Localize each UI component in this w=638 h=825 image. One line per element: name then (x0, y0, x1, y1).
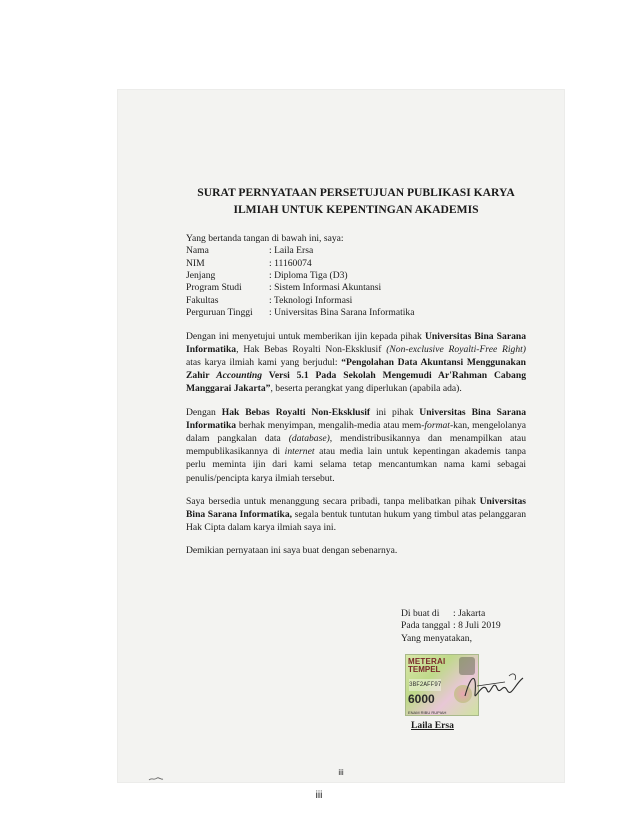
place-row (401, 608, 541, 620)
scan-page-number: iii (338, 768, 344, 777)
identity-value: : 11160074 (269, 257, 312, 269)
identity-row (186, 282, 414, 294)
text-run: berhak menyimpan, mengalih-media atau mem- (236, 419, 425, 431)
identity-row (186, 245, 414, 257)
declarant-label: Yang menyatakan, (401, 632, 472, 644)
identity-label: NIM (186, 257, 205, 269)
identity-label: Jenjang (186, 270, 216, 282)
identity-row (186, 258, 414, 270)
intro-text: Yang bertanda tangan di bawah ini, saya: (186, 233, 344, 244)
identity-row (186, 295, 414, 307)
identity-label: Nama (186, 245, 209, 257)
paragraph-permission (186, 330, 526, 396)
document-title (186, 184, 526, 218)
statement-document (186, 184, 527, 731)
identity-label: Fakultas (186, 294, 219, 306)
signer-name: Laila Ersa (411, 720, 454, 731)
text-run: Saya bersedia untuk menanggung secara pribadi, tanpa melibatkan pihak (186, 495, 480, 507)
title-line-2: ILMIAH UNTUK KEPENTINGAN AKADEMIS (233, 203, 479, 216)
place-label: Di buat di (401, 608, 440, 619)
signature-block (401, 608, 541, 731)
text-run-italic: (Non-exclusive Royalti-Free Right) (386, 343, 526, 355)
handwritten-signature (457, 668, 527, 708)
text-run: atau media lain untuk kepentingan akademis tanpa perlu meminta ijin dari kami selama tetap mencantumkan nama kami sebagai penulis/pencipta karya ilmiah tersebut. (186, 446, 526, 484)
identity-value: : Diploma Tiga (D3) (269, 270, 348, 282)
identity-value: : Laila Ersa (269, 245, 314, 257)
stamp-subtext: ENAM RIBU RUPIAH (408, 710, 447, 715)
university-name: Universitas Bina Sarana Informatika, (186, 495, 526, 521)
identity-value: : Universitas Bina Sarana Informatika (269, 307, 415, 319)
text-run: segala bentuk tuntutan hukum yang timbul atas pelanggaran Hak Cipta dalam karya ilmiah saya ini. (186, 509, 526, 534)
date-value: : 8 Juli 2019 (453, 620, 501, 632)
text-run: atas karya ilmiah kami yang berjudul: (186, 357, 342, 369)
scanned-page (118, 90, 564, 782)
page-number: iii (315, 790, 323, 801)
scan-mark (148, 776, 164, 782)
place-value: : Jakarta (453, 608, 486, 619)
text-run-italic: (database) (288, 433, 330, 445)
university-name: Universitas Bina Sarana Informatika (186, 330, 527, 355)
identity-label: Program Studi (186, 282, 242, 294)
paragraph-closing: Demikian pernyataan ini saya buat dengan sebenarnya. (186, 545, 398, 557)
text-run: Dengan (186, 406, 222, 418)
identity-value: : Teknologi Informasi (269, 294, 353, 306)
paragraph-rights (186, 406, 526, 485)
stamp-line-1: METERAI (408, 657, 446, 666)
stamp-value: 6000 (408, 692, 435, 706)
text-run: Dengan ini menyetujui untuk memberikan ijin kepada pihak (186, 330, 425, 342)
identity-value: : Sistem Informasi Akuntansi (269, 282, 382, 294)
text-run: , mendistribusikannya dan menampilkan atau mempublikasikannya di (186, 433, 526, 458)
identity-table (186, 245, 414, 319)
university-name: Universitas Bina Sarana Informatika (186, 406, 527, 431)
paragraph-liability (186, 495, 526, 535)
text-run: -kan, mengelolanya dalam pangkalan data (186, 419, 526, 445)
title-line-1: SURAT PERNYATAAN PERSETUJUAN PUBLIKASI KARYA (197, 186, 515, 199)
identity-row (186, 270, 414, 282)
identity-label: Perguruan Tinggi (186, 307, 253, 319)
stamp-code: 3BF2AFF97 (409, 679, 441, 691)
thesis-title-italic: Accounting (216, 370, 263, 382)
stamp-line-2: TEMPEL (408, 665, 441, 674)
text-run-italic: internet (284, 446, 315, 458)
text-run: ini pihak (370, 406, 420, 418)
text-run-italic: format (424, 419, 450, 431)
text-run: , Hak Bebas Royalti Non-Eksklusif (236, 343, 387, 355)
date-label: Pada tanggal (401, 620, 451, 632)
thesis-title: Versi 5.1 Pada Sekolah Mengemudi Ar'Rahman Cabang Manggarai Jakarta” (186, 370, 526, 395)
text-run: , beserta perangkat yang diperlukan (apabila ada). (270, 383, 462, 395)
identity-row (186, 307, 414, 319)
thesis-title: “Pengolahan Data Akuntansi Menggunakan Zahir (186, 357, 527, 382)
text-run-bold: Hak Bebas Royalti Non-Eksklusif (221, 406, 371, 418)
date-row (401, 620, 541, 632)
